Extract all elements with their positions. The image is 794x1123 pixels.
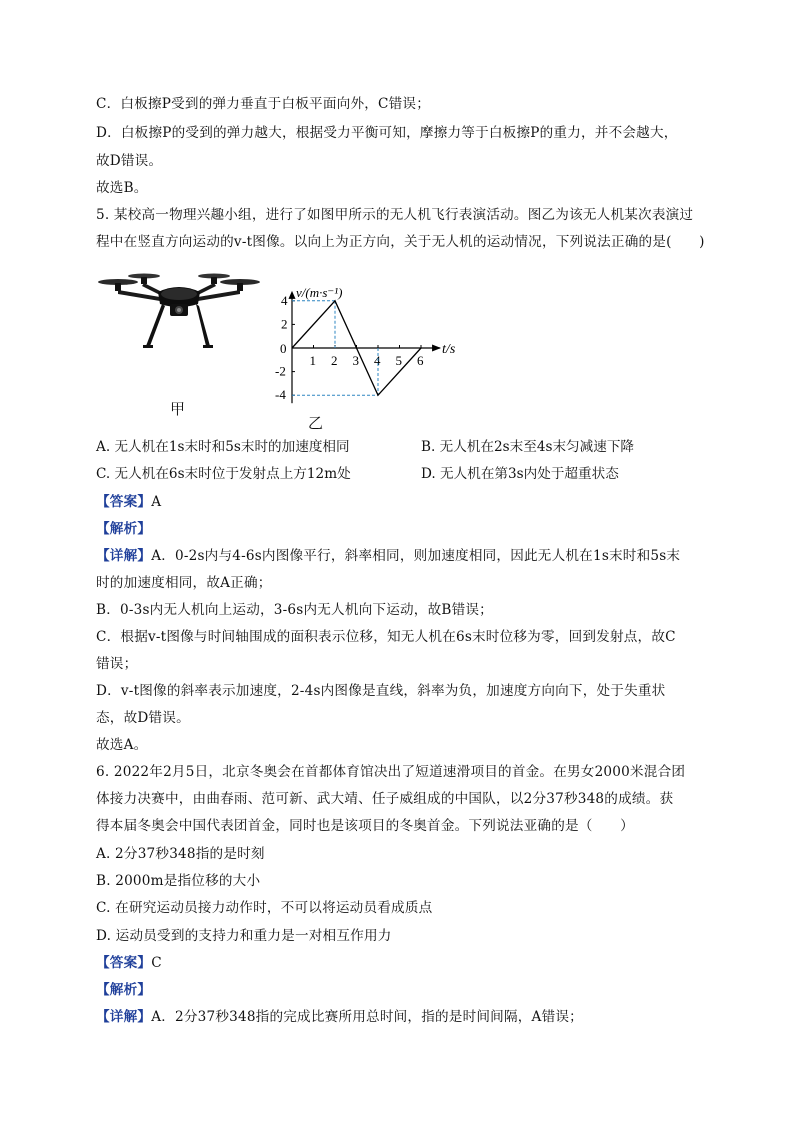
prev-line-d2: 故D错误。 [96, 153, 163, 169]
x-tick-label: 6 [417, 353, 424, 368]
y-axis-arrow [289, 291, 296, 299]
q5-analysis-line [96, 520, 151, 538]
q5-detail-b: B．0-3s内无人机向上运动，3-6s内无人机向下运动，故B错误； [96, 602, 493, 618]
q6-option-d: D. 运动员受到的支持力和重力是一对相互作用力 [96, 928, 392, 944]
x-tick-label: 1 [309, 353, 316, 368]
q5-detail-a1: A．0-2s内与4-6s内图像平行，斜率相同，则加速度相同，因此无人机在1s末时和5s末 [151, 548, 681, 564]
x-tick-label: 4 [374, 353, 381, 368]
prev-line-d1: D．白板擦P的受到的弹力越大，根据受力平衡可知，摩擦力等于白板擦P的重力，并不会越大， [96, 125, 678, 141]
q5-detail-tag: 【详解】 [96, 548, 152, 564]
q6-answer-value: C [151, 955, 162, 971]
drone-drawing [94, 268, 264, 358]
q5-option-c: C. 无人机在6s末时位于发射点上方12m处 [96, 466, 351, 482]
y-tick-label: -4 [275, 387, 286, 403]
x-tick-label: 3 [352, 353, 359, 368]
y-tick-label: 4 [281, 292, 288, 308]
q6-answer-line [96, 954, 162, 972]
q6-option-c: C. 在研究运动员接力动作时，不可以将运动员看成质点 [96, 900, 433, 916]
q5-answer-value: A [151, 494, 162, 510]
q5-detail-d-line2: 态，故D错误。 [96, 710, 190, 726]
x-axis-label: t/s [442, 342, 456, 357]
q5-detail-c-line2: 错误； [96, 656, 138, 672]
vt-graph-svg [272, 255, 482, 415]
q6-detail-a-line [96, 1008, 583, 1026]
q5-detail-a-line1 [96, 547, 680, 565]
q5-stem-line1: 5. 某校高一物理兴趣小组，进行了如图甲所示的无人机飞行表演活动。图乙为该无人机某次表演过 [96, 207, 694, 223]
x-axis-arrow [432, 345, 441, 352]
q5-detail-a-line2: 时的加速度相同，故A正确； [96, 575, 272, 591]
q6-answer-tag: 【答案】 [96, 955, 152, 971]
q5-stem-line2: 程中在竖直方向运动的v-t图像。以向上为正方向，关于无人机的运动情况，下列说法正确的是( ) [96, 234, 705, 250]
x-tick-label: 2 [331, 353, 338, 368]
prev-line-c: C．白板擦P受到的弹力垂直于白板平面向外，C错误； [96, 96, 431, 112]
q5-option-d: D. 无人机在第3s内处于超重状态 [421, 466, 619, 482]
x-tick-label: 5 [395, 353, 402, 368]
q5-option-b: B. 无人机在2s末至4s末匀减速下降 [421, 439, 635, 455]
q5-analysis-tag: 【解析】 [96, 521, 152, 537]
prev-conclusion: 故选B。 [96, 180, 148, 196]
vt-graph [272, 255, 482, 415]
q5-answer-line [96, 493, 161, 511]
figure-label-yi: 乙 [308, 414, 324, 432]
q5-detail-c-line1: C．根据v-t图像与时间轴围成的面积表示位移，知无人机在6s末时位移为零，回到发射点，故C [96, 629, 676, 645]
q6-analysis-line [96, 981, 151, 999]
q6-stem-line2: 体接力决赛中，由曲春雨、范可新、武大靖、任子威组成的中国队，以2分37秒348的成绩。获 [96, 791, 674, 807]
drone-image [94, 268, 264, 358]
q6-detail-a: A．2分37秒348指的完成比赛所用总时间，指的是时间间隔，A错误； [151, 1009, 583, 1025]
q5-detail-d-line1: D．v-t图像的斜率表示加速度，2-4s内图像是直线，斜率为负，加速度方向向下，处于失重状 [96, 683, 666, 699]
q6-stem-line3: 得本届冬奥会中国代表团首金，同时也是该项目的冬奥首金。下列说法亚确的是（ ） [96, 818, 634, 834]
q6-option-a: A. 2分37秒348指的是时刻 [96, 846, 265, 862]
q6-analysis-tag: 【解析】 [96, 982, 152, 998]
y-tick-label: -2 [275, 363, 286, 379]
q5-conclusion: 故选A。 [96, 737, 148, 753]
q6-stem-line1: 6. 2022年2月5日，北京冬奥会在首都体育馆决出了短道速滑项目的首金。在男女2000米混合团 [96, 764, 686, 780]
y-axis-label: v/(m·s⁻¹) [296, 284, 343, 300]
q5-option-a: A. 无人机在1s末时和5s末时的加速度相同 [96, 439, 350, 455]
q5-answer-tag: 【答案】 [96, 494, 152, 510]
q6-option-b: B. 2000m是指位移的大小 [96, 873, 261, 889]
q6-detail-tag: 【详解】 [96, 1009, 152, 1025]
figure-label-jia: 甲 [170, 400, 186, 418]
x-tick-label: 0 [280, 341, 287, 356]
y-tick-label: 2 [281, 316, 288, 332]
